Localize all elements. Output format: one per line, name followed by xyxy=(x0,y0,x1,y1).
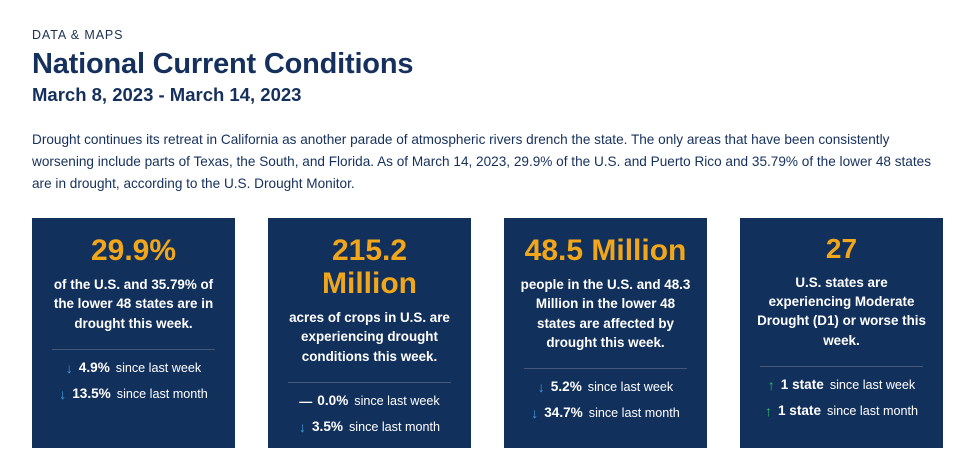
arrow-down-icon: ↓ xyxy=(537,379,545,396)
arrow-down-icon: ↓ xyxy=(531,405,539,422)
delta-row xyxy=(538,379,673,394)
arrow-down-icon: ↓ xyxy=(65,360,73,377)
card-divider xyxy=(52,349,215,350)
delta-row xyxy=(66,360,201,375)
delta-amount: 34.7% xyxy=(544,405,583,421)
delta-label: since last month xyxy=(348,420,440,435)
delta-list xyxy=(518,379,693,420)
card-divider xyxy=(288,382,451,383)
delta-label: since last month xyxy=(588,406,680,421)
delta-amount: 3.5% xyxy=(312,419,343,435)
delta-amount: 4.9% xyxy=(78,360,110,376)
stat-card-list xyxy=(32,218,943,448)
stat-value: 48.5 Million xyxy=(524,233,687,267)
section-eyebrow: DATA & MAPS xyxy=(32,28,124,42)
stat-card xyxy=(740,218,943,448)
stat-card xyxy=(504,218,707,448)
stat-value: 27 xyxy=(825,232,858,264)
delta-label: since last week xyxy=(829,378,916,393)
page-title: National Current Conditions xyxy=(32,48,414,80)
delta-amount: 5.2% xyxy=(550,379,582,395)
delta-list xyxy=(754,377,929,418)
delta-label: since last week xyxy=(587,380,674,395)
date-range: March 8, 2023 - March 14, 2023 xyxy=(32,84,302,106)
delta-amount: 13.5% xyxy=(72,386,111,402)
arrow-up-icon: ↑ xyxy=(767,377,775,394)
delta-row xyxy=(531,405,680,420)
delta-label: since last week xyxy=(354,394,440,409)
delta-row xyxy=(299,419,440,434)
stat-value: 29.9% xyxy=(90,233,177,267)
stat-description: U.S. states are experiencing Moderate Drought (D1) or worse this week. xyxy=(757,274,926,348)
dash-icon: — xyxy=(299,394,312,410)
delta-amount: 0.0% xyxy=(317,393,349,409)
arrow-up-icon: ↑ xyxy=(764,403,772,420)
delta-label: since last week xyxy=(115,361,202,376)
stat-description: people in the U.S. and 48.3 Million in the lower 48 states are affected by drought this week. xyxy=(520,276,691,351)
delta-amount: 1 state xyxy=(780,377,824,393)
stat-card xyxy=(32,218,235,448)
stat-description: acres of crops in U.S. are experiencing drought conditions this week. xyxy=(289,309,450,364)
stat-value: 215.2 Million xyxy=(322,233,417,300)
stat-description: of the U.S. and 35.79% of the lower 48 states are in drought this week. xyxy=(53,276,214,331)
delta-list xyxy=(282,393,457,434)
arrow-down-icon: ↓ xyxy=(299,419,306,436)
delta-row xyxy=(59,386,208,401)
card-divider xyxy=(760,366,923,367)
card-divider xyxy=(524,368,687,369)
delta-row xyxy=(768,377,915,392)
delta-amount: 1 state xyxy=(777,403,822,419)
arrow-down-icon: ↓ xyxy=(59,386,67,403)
intro-paragraph: Drought continues its retreat in California as another parade of atmospheric rivers drench the state. The only areas that have been consistently worsening include parts of Texas, the South, and Florida. As of March 14, 2023, 29.9% of the U.S. and Puerto Rico and 35.79% of the lower 48 states are in drought, according to the U.S. Drought Monitor. xyxy=(32,131,931,191)
delta-label: since last month xyxy=(827,404,919,419)
delta-row xyxy=(299,393,439,408)
delta-label: since last month xyxy=(116,387,208,402)
stat-card xyxy=(268,218,471,448)
delta-row xyxy=(765,403,918,418)
delta-list xyxy=(46,360,221,401)
